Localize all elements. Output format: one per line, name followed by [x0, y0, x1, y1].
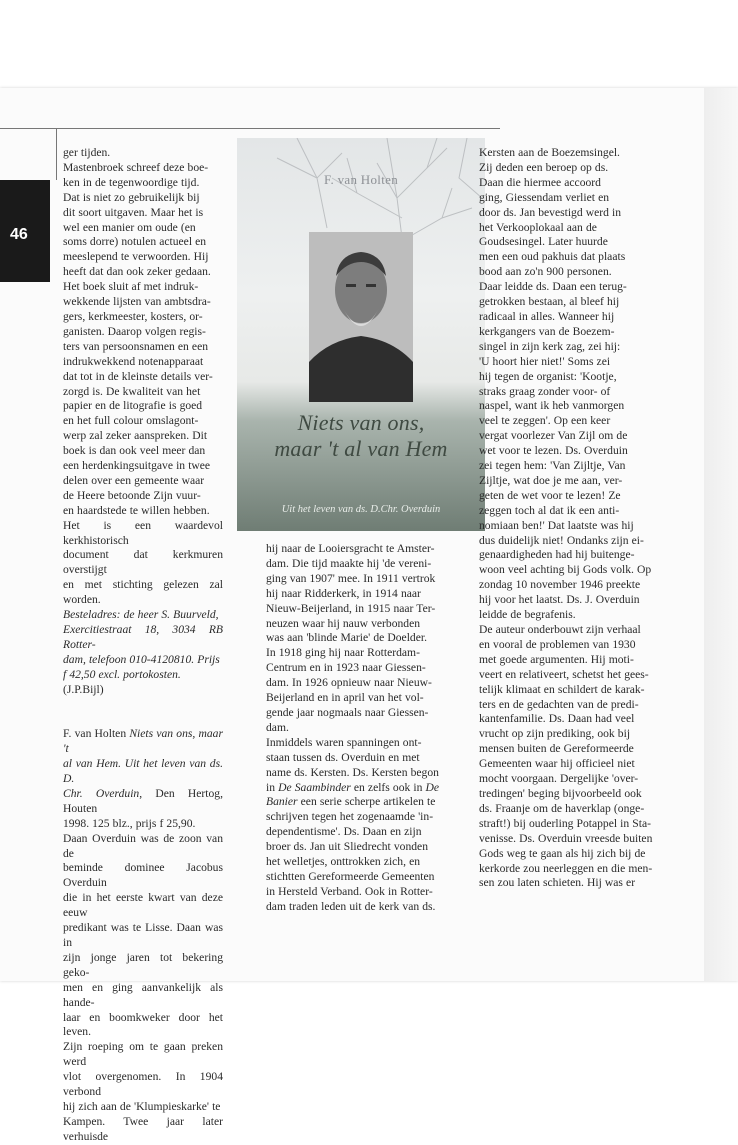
text-line: zijn jonge jaren tot bekering geko-: [63, 950, 223, 979]
text-line: met goede argumenten. Hij moti-: [479, 652, 634, 666]
text-line: leidde de begrafenis.: [479, 608, 576, 622]
text-line: Nieuw-Beijerland, in 1915 naar Ter-: [266, 601, 436, 615]
text-line: was aan 'blinde Marie' de Doelder.: [266, 631, 427, 645]
text-line: singel in zijn kerk zag, zei hij:: [479, 339, 621, 353]
text-line: venisse. Ds. Overduin vreesde buiten: [479, 831, 653, 845]
spacer: [63, 698, 223, 713]
text-line: ters en de gedachten van de predi-: [479, 697, 639, 711]
text-line: in Hersteld Verband. Ook in Rotter-: [266, 884, 433, 898]
text-line: neuzen waar hij nauw verbonden: [266, 616, 421, 630]
text-line: indrukwekkend notenapparaat: [63, 354, 204, 368]
text-line: zeggen toch al dat ik een anti-: [479, 503, 620, 517]
text-line: De auteur onderbouwt zijn verhaal: [479, 623, 641, 636]
cover-subtitle: Uit het leven van ds. D.Chr. Overduin: [281, 504, 441, 515]
text-line: het Verkooplokaal aan de: [479, 220, 597, 234]
text-line: dus duidelijk niet! Ondanks zijn ei-: [479, 533, 644, 547]
text-line: hij naar de Looiersgracht te Amster-: [266, 542, 435, 555]
text-line: boek is dan ook veel meer dan: [63, 444, 206, 458]
text-line: Centrum en in 1923 naar Giessen-: [266, 661, 426, 675]
text-line: hij naar Ridderkerk, in 1914 naar: [266, 586, 421, 600]
text-line: Beijerland en in april van het vol-: [266, 691, 424, 705]
text-line: werp zal zeker aanspreken. Dit: [63, 429, 208, 443]
portrait-photo: [309, 232, 413, 402]
text-line: radicaal in alles. Wanneer hij: [479, 309, 615, 323]
text-line: Zijltje, wat doe je me aan, ver-: [479, 473, 623, 487]
text-line: Inmiddels waren spanningen ont-: [266, 735, 422, 749]
text-line: men en ging aanvankelijk als hande-: [63, 980, 223, 1009]
text-line: die in het eerste kwart van deze eeuw: [63, 891, 223, 920]
text-line: en het full colour omslagont-: [63, 414, 199, 428]
page-edge: [704, 88, 738, 981]
text-line: document dat kerkmuren overstijgt: [63, 548, 223, 577]
text-line: mocht voorgaan. Dergelijke 'over-: [479, 772, 639, 786]
page-number: 46: [10, 226, 28, 243]
text-line: dam. Die tijd maakte hij 'de vereni-: [266, 556, 432, 570]
text-line: door ds. Jan bevestigd werd in: [479, 205, 622, 219]
text-line: hij tegen de organist: 'Kootje,: [479, 369, 617, 383]
text-line: 'U hoort hier niet!' Soms zei: [479, 354, 611, 368]
text-line: [266, 795, 451, 810]
text-line: dam.: [266, 720, 289, 734]
margin-rule: [56, 128, 57, 180]
text-line: dam, telefoon 010-4120810. Prijs: [63, 652, 220, 666]
text-line: wel een manier om oude (en: [63, 220, 196, 234]
text-line: straft!) bij ouderling Potappel in Sta-: [479, 816, 651, 830]
text-line: broer ds. Jan uit Sliedrecht vonden: [266, 840, 428, 854]
text-line: veert en relativeert, schetst het gees-: [479, 667, 649, 681]
column-3: [479, 146, 655, 891]
text-line: In 1918 ging hij naar Rotterdam-: [266, 646, 420, 660]
text-line: getrokken bestaan, al bleef hij: [479, 295, 620, 309]
text-line: veel te zeggen'. Op een keer: [479, 414, 611, 428]
text-line: hij zich aan de 'Klumpieskarke' te: [63, 1099, 221, 1113]
text-line: Het boek sluit af met indruk-: [63, 280, 199, 294]
text-line: gende jaar nogmaals naar Giessen-: [266, 705, 429, 719]
text-line: Kampen. Twee jaar later verhuisde: [63, 1114, 223, 1143]
text-line: Exercitiestraat 18, 3034 RB Rotter-: [63, 623, 223, 651]
text-line: straks graag zonder voor- of: [479, 384, 611, 398]
text-line: Mastenbroek schreef deze boe-: [63, 160, 209, 174]
text-line: Daar leidde ds. Daan een terug-: [479, 280, 627, 294]
order-address: [63, 608, 223, 683]
text-line: delen over een gemeente waar: [63, 473, 205, 487]
text-line: Kersten aan de Boezemsingel.: [479, 146, 620, 159]
text-line: Het is een waardevol kerkhistorisch: [63, 518, 223, 547]
text-line: predikant was te Lisse. Daan was in: [63, 921, 223, 949]
text-line: en met stichting gelezen zal worden.: [63, 578, 223, 607]
text-line: mensen buiten de Gereformeerde: [479, 742, 634, 756]
text-line: ging, Giessendam verliet en: [479, 190, 610, 204]
text-line: soms dorre) notulen actueel en: [63, 235, 207, 249]
text-line: ganisten. Daarop volgen regis-: [63, 324, 206, 338]
text-line: tredingen' beging bijvoorbeeld ook: [479, 786, 642, 800]
text-line: [63, 727, 223, 757]
text-line: dat tot in de kleinste details ver-: [63, 369, 213, 383]
text-line: vlot overgenomen. In 1904 verbond: [63, 1070, 223, 1099]
column-1: [63, 146, 223, 1145]
text-line: naspel, want ik heb vanmorgen: [479, 399, 625, 413]
text-line: [63, 787, 223, 817]
text-line: Daan die hiermee accoord: [479, 175, 601, 189]
text-line: hij voor het laatst. Ds. J. Overduin: [479, 593, 640, 607]
text-line: Besteladres: de heer S. Buurveld,: [63, 608, 219, 622]
text-line: Gemeenten waar hij officieel niet: [479, 757, 635, 771]
page-number-tab: [0, 180, 50, 282]
text-line: staan tussen ds. Overduin en met: [266, 750, 420, 764]
text-line: ken in de tegenwoordige tijd.: [63, 175, 200, 189]
text-line: Zij deden een beroep op ds.: [479, 160, 609, 174]
cover-author: F. van Holten: [324, 172, 398, 187]
text-line: dependentisme'. Ds. Daan en zijn: [266, 825, 422, 839]
header-rule: [0, 128, 500, 129]
text-line: men een oud pakhuis dat plaats: [479, 250, 626, 264]
publication-title: De: [425, 780, 440, 794]
text-line: kerkorde zou neerleggen en die men-: [479, 861, 653, 875]
text-line: stichtten Gereformeerde Gemeenten: [266, 869, 435, 883]
text-line: schrijven tegen het zogenaamde 'in-: [266, 810, 434, 824]
text-line: Goudsesingel. Later huurde: [479, 235, 608, 249]
text-line: beminde dominee Jacobus Overduin: [63, 861, 223, 890]
book-cover: [237, 138, 485, 531]
col1-body-2: [63, 832, 223, 1145]
text-line: zorgd is. De kwaliteit van het: [63, 384, 201, 398]
publication-title: Banier: [266, 795, 298, 809]
text-line: heeft dat dan ook zeker gedaan.: [63, 265, 211, 279]
text-span: in: [266, 780, 279, 794]
review-signature: (J.P.Bijl): [63, 682, 104, 696]
text-line: een herdenkingsuitgave in twee: [63, 459, 211, 473]
column-2: [266, 542, 451, 915]
text-line: bood aan zo'n 900 personen.: [479, 265, 612, 279]
text-line: de Heere betoonde Zijn vuur-: [63, 488, 201, 502]
text-line: dit soort uitgaven. Maar het is: [63, 205, 204, 219]
text-line: dam traden leden uit de kerk van ds.: [266, 899, 436, 913]
text-line: papier en de litografie is goed: [63, 399, 203, 413]
text-line: laar en boomkweker door het leven.: [63, 1010, 223, 1039]
publication-title: De Saambinder: [278, 780, 351, 794]
text-line: name ds. Kersten. Ds. Kersten begon: [266, 765, 439, 779]
spacer: [63, 712, 223, 727]
text-line: kerkgangers van de Boezem-: [479, 324, 615, 338]
text-line: f 42,50 excl. portokosten.: [63, 667, 181, 681]
text-line: wekkende lijsten van ambtsdra-: [63, 295, 211, 309]
text-line: woon veel achting bij Gods volk. Op: [479, 563, 652, 577]
ref-title: Niets van ons, maar 't: [63, 727, 223, 756]
cover-title-line-2: maar 't al van Hem: [274, 436, 448, 461]
text-line: nomiaan ben!' Dat laatste was hij: [479, 518, 634, 532]
text-line: kantenfamilie. Ds. Daan had veel: [479, 712, 635, 726]
text-line: ger tijden.: [63, 146, 111, 159]
text-line: Dat is niet zo gebruikelijk bij: [63, 190, 200, 204]
ref-author: F. van Holten: [63, 727, 130, 741]
text-line: dam. In 1926 opnieuw naar Nieuw-: [266, 676, 432, 690]
text-line: zei tegen hem: 'Van Zijltje, Van: [479, 459, 626, 473]
text-line: 1998. 125 blz., prijs f 25,90.: [63, 816, 196, 830]
text-line: al van Hem. Uit het leven van ds. D.: [63, 757, 223, 786]
text-line: [266, 781, 451, 796]
text-line: wet voor te lezen. Ds. Overduin: [479, 444, 628, 458]
portrait-figure: [309, 232, 413, 402]
ref-publisher: , Den Hertog, Houten: [63, 786, 223, 815]
text-line: ds. Fraanje om de haverklap (onge-: [479, 801, 645, 815]
book-reference: [63, 727, 223, 831]
text-line: het welletjes, onttrokken zich, en: [266, 855, 421, 869]
text-line: Daan Overduin was de zoon van de: [63, 831, 223, 860]
text-line: meeslepend te verwoorden. Hij: [63, 250, 209, 264]
text-line: vergat voorlezer Van Zijl om de: [479, 429, 628, 443]
ref-title-end: Chr. Overduin: [63, 786, 140, 800]
text-line: gers, kerkmeester, kosters, or-: [63, 309, 203, 323]
text-line: zondag 10 november 1946 preekte: [479, 578, 641, 592]
text-line: genaardigheden had hij buitenge-: [479, 548, 635, 562]
text-line: vrucht op zijn prediking, ook bij: [479, 727, 631, 741]
text-line: Zijn roeping om te gaan preken werd: [63, 1040, 223, 1069]
text-span: en zelfs ook in: [350, 780, 426, 794]
text-line: en vooral de problemen van 1930: [479, 637, 636, 651]
text-line: telijk klimaat en schildert de karak-: [479, 682, 645, 696]
text-line: sen zou laten schieten. Hij was er: [479, 876, 636, 890]
text-span: een serie scherpe artikelen te: [297, 795, 436, 809]
cover-title-line-1: Niets van ons,: [297, 410, 425, 435]
col1-body: [63, 146, 223, 608]
text-line: en haardstede te willen hebben.: [63, 503, 210, 517]
text-line: Gods weg te gaan als hij zich bij de: [479, 846, 646, 860]
text-line: geten de wet voor te lezen! Ze: [479, 488, 621, 502]
text-line: ging van 1907' mee. In 1911 vertrok: [266, 571, 436, 585]
text-line: ters van persoonsnamen en een: [63, 339, 209, 353]
